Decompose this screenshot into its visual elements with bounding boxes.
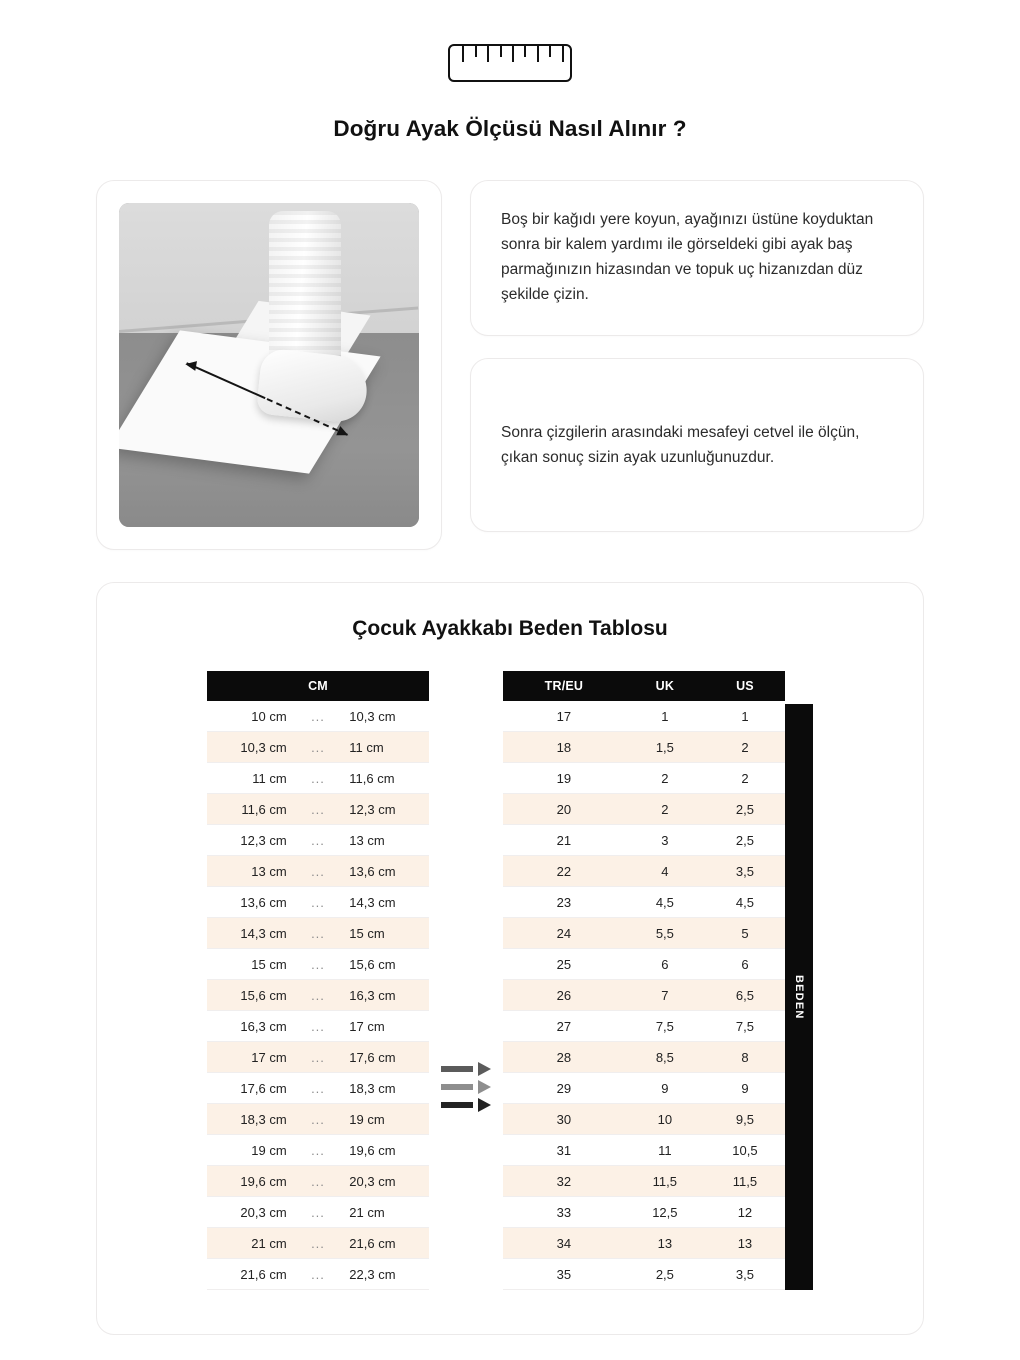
size-cell-uk: 6 (625, 949, 705, 980)
size-table-row (503, 980, 785, 1011)
instruction-card-2 (470, 358, 924, 532)
size-table-title: Çocuk Ayakkabı Beden Tablosu (352, 617, 668, 640)
size-tables (97, 671, 923, 1290)
cm-cell-mid: ... (305, 1073, 332, 1104)
cm-cell-right: 17 cm (331, 1011, 429, 1042)
size-cell-tr: 18 (503, 732, 625, 763)
cm-cell-mid: ... (305, 856, 332, 887)
cm-table-row (207, 1259, 429, 1290)
size-cell-uk: 2,5 (625, 1259, 705, 1290)
cm-cell-right: 21 cm (331, 1197, 429, 1228)
size-cell-tr: 24 (503, 918, 625, 949)
size-table-row (503, 949, 785, 980)
cm-cell-right: 13 cm (331, 825, 429, 856)
size-cell-tr: 21 (503, 825, 625, 856)
cm-table-row (207, 732, 429, 763)
size-cell-tr: 35 (503, 1259, 625, 1290)
cm-cell-mid: ... (305, 1228, 332, 1259)
cm-table-row (207, 980, 429, 1011)
size-cell-uk: 1 (625, 701, 705, 732)
size-table-row (503, 1104, 785, 1135)
cm-cell-left: 13,6 cm (207, 887, 305, 918)
size-table-row (503, 856, 785, 887)
size-table-row (503, 763, 785, 794)
cm-cell-left: 11,6 cm (207, 794, 305, 825)
cm-cell-mid: ... (305, 701, 332, 732)
ruler-tick (475, 46, 477, 57)
cm-cell-mid: ... (305, 949, 332, 980)
ruler-tick (524, 46, 526, 57)
arrow-icon-3 (441, 1100, 491, 1109)
size-cell-uk: 2 (625, 794, 705, 825)
size-cell-uk: 4 (625, 856, 705, 887)
size-cell-tr: 26 (503, 980, 625, 1011)
size-cell-tr: 19 (503, 763, 625, 794)
instruction-column (470, 180, 924, 532)
cm-cell-right: 12,3 cm (331, 794, 429, 825)
cm-table-row (207, 1228, 429, 1259)
size-table-row (503, 918, 785, 949)
size-cell-us: 6,5 (705, 980, 785, 1011)
size-cell-tr: 29 (503, 1073, 625, 1104)
size-cell-us: 9 (705, 1073, 785, 1104)
cm-table-row (207, 949, 429, 980)
cm-cell-left: 15,6 cm (207, 980, 305, 1011)
cm-table-row (207, 1135, 429, 1166)
size-table-row (503, 1259, 785, 1290)
size-table-row (503, 1197, 785, 1228)
beden-side-label-text: BEDEN (793, 974, 805, 1020)
cm-cell-right: 11 cm (331, 732, 429, 763)
conversion-arrows (429, 1064, 503, 1109)
cm-cell-right: 15,6 cm (331, 949, 429, 980)
size-cell-tr: 17 (503, 701, 625, 732)
size-cell-uk: 9 (625, 1073, 705, 1104)
size-cell-us: 2,5 (705, 825, 785, 856)
size-cell-tr: 34 (503, 1228, 625, 1259)
size-cell-tr: 27 (503, 1011, 625, 1042)
cm-cell-mid: ... (305, 1166, 332, 1197)
size-cell-tr: 30 (503, 1104, 625, 1135)
cm-table (207, 671, 429, 1290)
intro-section (0, 180, 1020, 550)
cm-table-row (207, 794, 429, 825)
size-cell-uk: 2 (625, 763, 705, 794)
size-cell-tr: 28 (503, 1042, 625, 1073)
cm-cell-left: 10,3 cm (207, 732, 305, 763)
cm-cell-right: 20,3 cm (331, 1166, 429, 1197)
size-cell-uk: 10 (625, 1104, 705, 1135)
cm-cell-mid: ... (305, 1011, 332, 1042)
size-cell-tr: 32 (503, 1166, 625, 1197)
size-cell-uk: 13 (625, 1228, 705, 1259)
size-cell-uk: 8,5 (625, 1042, 705, 1073)
size-table-row (503, 1228, 785, 1259)
cm-cell-mid: ... (305, 887, 332, 918)
cm-cell-right: 11,6 cm (331, 763, 429, 794)
arrow-icon-2 (441, 1082, 491, 1091)
cm-cell-left: 21,6 cm (207, 1259, 305, 1290)
size-table-header-1: UK (625, 671, 705, 701)
size-cell-uk: 3 (625, 825, 705, 856)
cm-cell-mid: ... (305, 1135, 332, 1166)
size-cell-tr: 20 (503, 794, 625, 825)
cm-cell-left: 21 cm (207, 1228, 305, 1259)
size-table-row (503, 825, 785, 856)
size-table-card (96, 582, 924, 1335)
page-title: Doğru Ayak Ölçüsü Nasıl Alınır ? (333, 116, 687, 141)
cm-cell-right: 15 cm (331, 918, 429, 949)
cm-cell-right: 14,3 cm (331, 887, 429, 918)
size-table-row (503, 732, 785, 763)
ruler-icon (448, 44, 572, 82)
cm-cell-right: 22,3 cm (331, 1259, 429, 1290)
size-cell-uk: 4,5 (625, 887, 705, 918)
size-cell-uk: 11 (625, 1135, 705, 1166)
size-cell-tr: 33 (503, 1197, 625, 1228)
cm-cell-mid: ... (305, 1042, 332, 1073)
cm-cell-right: 10,3 cm (331, 701, 429, 732)
size-cell-us: 9,5 (705, 1104, 785, 1135)
cm-cell-mid: ... (305, 980, 332, 1011)
cm-cell-left: 20,3 cm (207, 1197, 305, 1228)
cm-cell-left: 19,6 cm (207, 1166, 305, 1197)
cm-table-row (207, 887, 429, 918)
size-cell-us: 2,5 (705, 794, 785, 825)
ruler-tick (487, 46, 489, 62)
cm-table-row (207, 763, 429, 794)
size-cell-us: 2 (705, 732, 785, 763)
cm-cell-left: 11 cm (207, 763, 305, 794)
cm-cell-right: 21,6 cm (331, 1228, 429, 1259)
size-table-row (503, 1073, 785, 1104)
cm-table-row (207, 918, 429, 949)
size-cell-us: 12 (705, 1197, 785, 1228)
size-table-row (503, 887, 785, 918)
size-cell-tr: 31 (503, 1135, 625, 1166)
cm-table-row (207, 1197, 429, 1228)
cm-table-row (207, 1073, 429, 1104)
cm-cell-mid: ... (305, 918, 332, 949)
cm-table-row (207, 856, 429, 887)
cm-table-row (207, 825, 429, 856)
ruler-tick (537, 46, 539, 62)
instruction-text-1: Boş bir kağıdı yere koyun, ayağınızı üstüne koyduktan sonra bir kalem yardımı ile görseldeki gibi ayak baş parmağınızın hizasından ve topuk uç hizanızdan düz şekilde çizin. (501, 211, 874, 304)
cm-cell-left: 10 cm (207, 701, 305, 732)
size-cell-us: 1 (705, 701, 785, 732)
cm-table-row (207, 1011, 429, 1042)
arrow-icon-1 (441, 1064, 491, 1073)
cm-cell-mid: ... (305, 1104, 332, 1135)
cm-cell-right: 16,3 cm (331, 980, 429, 1011)
size-cell-us: 10,5 (705, 1135, 785, 1166)
size-cell-us: 6 (705, 949, 785, 980)
cm-cell-mid: ... (305, 732, 332, 763)
size-cell-us: 8 (705, 1042, 785, 1073)
size-cell-us: 3,5 (705, 1259, 785, 1290)
ruler-tick (462, 46, 464, 62)
cm-cell-mid: ... (305, 1259, 332, 1290)
cm-cell-left: 16,3 cm (207, 1011, 305, 1042)
size-cell-uk: 7 (625, 980, 705, 1011)
size-cell-uk: 1,5 (625, 732, 705, 763)
ruler-tick (562, 46, 564, 62)
cm-cell-right: 19,6 cm (331, 1135, 429, 1166)
cm-cell-mid: ... (305, 825, 332, 856)
cm-table-row (207, 1104, 429, 1135)
ruler-tick (512, 46, 514, 62)
instruction-text-2: Sonra çizgilerin arasındaki mesafeyi cetvel ile ölçün, çıkan sonuç sizin ayak uzunluğunuzdur. (501, 423, 860, 466)
cm-cell-right: 19 cm (331, 1104, 429, 1135)
cm-table-row (207, 1166, 429, 1197)
cm-cell-right: 17,6 cm (331, 1042, 429, 1073)
cm-cell-left: 18,3 cm (207, 1104, 305, 1135)
size-cell-tr: 25 (503, 949, 625, 980)
size-table-header-2: US (705, 671, 785, 701)
photo-card (96, 180, 442, 550)
size-table-row (503, 1135, 785, 1166)
size-table-holder (503, 671, 813, 1290)
size-cell-us: 3,5 (705, 856, 785, 887)
beden-side-label (785, 704, 813, 1290)
size-cell-uk: 7,5 (625, 1011, 705, 1042)
size-cell-us: 11,5 (705, 1166, 785, 1197)
cm-table-header: CM (207, 671, 429, 701)
size-cell-us: 2 (705, 763, 785, 794)
size-table-row (503, 701, 785, 732)
size-table-header-0: TR/EU (503, 671, 625, 701)
size-cell-tr: 23 (503, 887, 625, 918)
cm-cell-right: 18,3 cm (331, 1073, 429, 1104)
size-cell-uk: 11,5 (625, 1166, 705, 1197)
cm-cell-left: 13 cm (207, 856, 305, 887)
size-table (503, 671, 785, 1290)
cm-cell-left: 14,3 cm (207, 918, 305, 949)
foot-measure-photo (119, 203, 419, 527)
cm-cell-left: 19 cm (207, 1135, 305, 1166)
size-table-row (503, 1011, 785, 1042)
cm-cell-left: 17 cm (207, 1042, 305, 1073)
size-cell-us: 13 (705, 1228, 785, 1259)
size-cell-tr: 22 (503, 856, 625, 887)
cm-cell-left: 17,6 cm (207, 1073, 305, 1104)
header-icon-area (0, 0, 1020, 82)
size-cell-us: 5 (705, 918, 785, 949)
cm-cell-mid: ... (305, 763, 332, 794)
size-cell-us: 4,5 (705, 887, 785, 918)
cm-cell-mid: ... (305, 794, 332, 825)
size-cell-uk: 12,5 (625, 1197, 705, 1228)
ruler-tick (549, 46, 551, 57)
cm-table-row (207, 701, 429, 732)
cm-cell-right: 13,6 cm (331, 856, 429, 887)
cm-cell-left: 12,3 cm (207, 825, 305, 856)
cm-cell-left: 15 cm (207, 949, 305, 980)
instruction-card-1 (470, 180, 924, 336)
size-cell-us: 7,5 (705, 1011, 785, 1042)
size-table-row (503, 1042, 785, 1073)
size-cell-uk: 5,5 (625, 918, 705, 949)
cm-cell-mid: ... (305, 1197, 332, 1228)
cm-table-row (207, 1042, 429, 1073)
size-table-row (503, 1166, 785, 1197)
ruler-tick (500, 46, 502, 57)
size-table-row (503, 794, 785, 825)
